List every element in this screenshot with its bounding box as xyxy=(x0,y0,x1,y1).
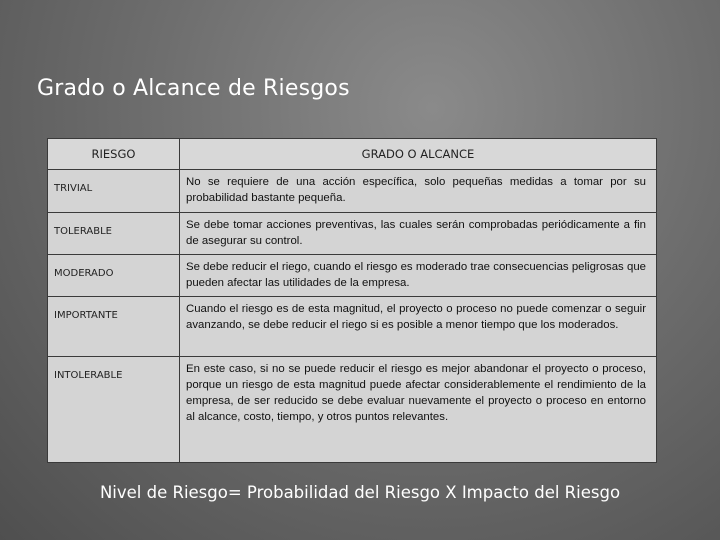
header-riesgo: RIESGO xyxy=(48,139,180,170)
table-header-row xyxy=(48,139,657,170)
risk-description: Cuando el riesgo es de esta magnitud, el proyecto o proceso no puede comenzar o seguir avanzando, se debe reducir el riego si es posible a menor tiempo que los moderados. xyxy=(180,297,657,357)
page-title: Grado o Alcance de Riesgos xyxy=(37,76,350,101)
risk-table xyxy=(47,138,657,463)
table-row xyxy=(48,297,657,357)
table-row xyxy=(48,213,657,255)
risk-level: IMPORTANTE xyxy=(48,297,180,357)
risk-level: TOLERABLE xyxy=(48,213,180,255)
risk-formula: Nivel de Riesgo= Probabilidad del Riesgo X Impacto del Riesgo xyxy=(99,483,621,502)
table-row xyxy=(48,357,657,463)
risk-level: INTOLERABLE xyxy=(48,357,180,463)
risk-description: Se debe tomar acciones preventivas, las cuales serán comprobadas periódicamente a fin de asegurar su control. xyxy=(180,213,657,255)
risk-level: TRIVIAL xyxy=(48,170,180,213)
table-row xyxy=(48,170,657,213)
table-row xyxy=(48,255,657,297)
risk-description: En este caso, si no se puede reducir el riesgo es mejor abandonar el proyecto o proceso, porque un riesgo de esta magnitud puede afectar considerablemente el rendimiento de la empresa, de ser reducido se debe evaluar nuevamente el proyecto o proceso en entorno al alcance, costo, tiempo, y otros puntos relevantes. xyxy=(180,357,657,463)
risk-description: No se requiere de una acción específica, solo pequeñas medidas a tomar por su probabilidad bastante pequeña. xyxy=(180,170,657,213)
risk-description: Se debe reducir el riego, cuando el riesgo es moderado trae consecuencias peligrosas que pueden afectar las utilidades de la empresa. xyxy=(180,255,657,297)
risk-level: MODERADO xyxy=(48,255,180,297)
header-grado-alcance: GRADO O ALCANCE xyxy=(180,139,657,170)
